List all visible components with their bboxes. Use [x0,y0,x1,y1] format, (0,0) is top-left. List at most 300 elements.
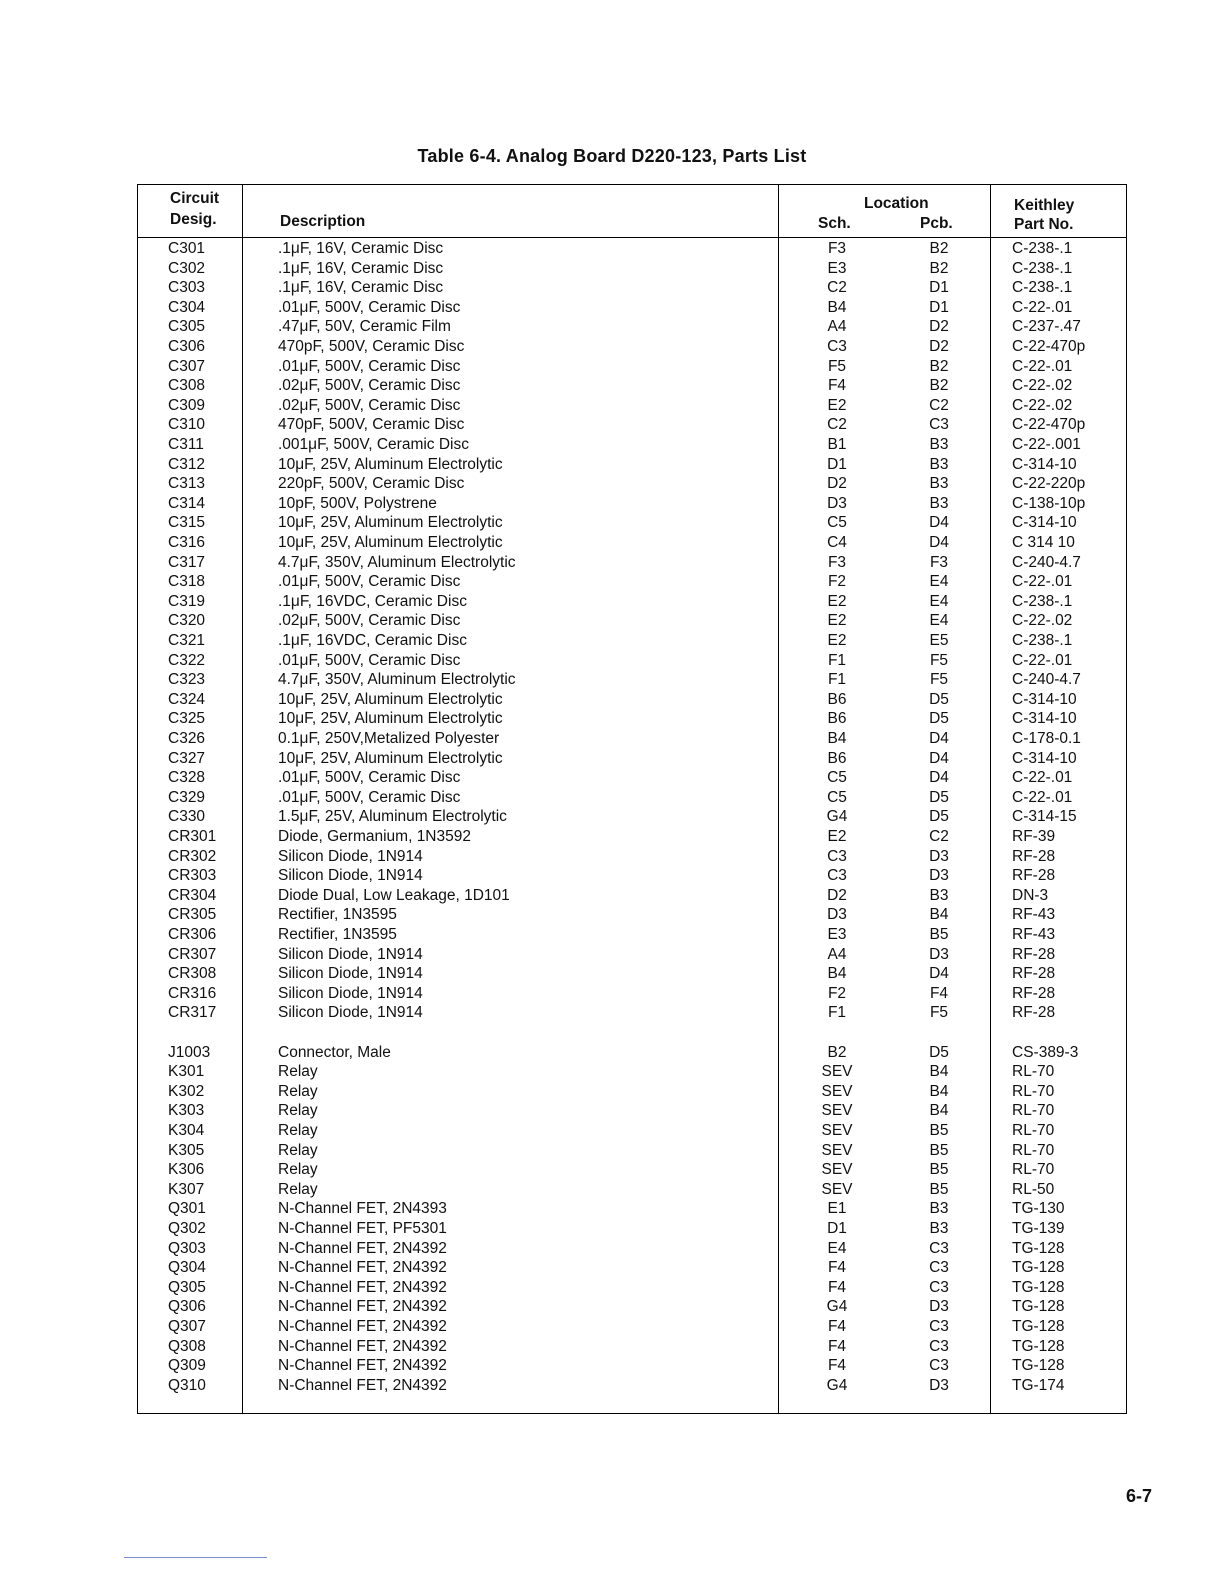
cell-part-no: C-22-.01 [1012,573,1073,591]
cell-part-no: RL-70 [1012,1082,1055,1100]
cell-part-no: TG-128 [1012,1357,1065,1375]
cell-description: Connector, Male [278,1043,391,1061]
cell-pcb: D1 [929,279,949,297]
cell-part-no: TG-130 [1012,1200,1065,1218]
cell-sch: C4 [827,534,847,551]
cell-sch: C3 [827,338,847,355]
cell-description: .1μF, 16V, Ceramic Disc [278,240,444,257]
cell-sch: B4 [827,730,847,747]
cell-description: N-Channel FET, 2N4392 [278,1337,447,1355]
cell-desig: C325 [168,710,206,728]
cell-desig: C301 [168,240,206,257]
cell-part-no: C-314-10 [1012,690,1077,708]
cell-pcb: B3 [929,886,949,904]
cell-desig: Q303 [168,1239,206,1257]
cell-desig: C315 [168,514,206,532]
cell-desig: C310 [168,416,206,434]
cell-desig: CR307 [168,945,217,963]
table-row [138,1278,1126,1298]
cell-pcb: B2 [929,259,949,277]
header-sch: Sch. [818,215,851,232]
cell-sch: SEV [821,1063,853,1081]
cell-desig: Q307 [168,1318,206,1335]
table-row [138,690,1126,710]
cell-description: 220pF, 500V, Ceramic Disc [278,475,465,493]
cell-pcb: B3 [929,455,949,473]
cell-description: N-Channel FET, 2N4392 [278,1318,447,1335]
cell-description: Rectifier, 1N3595 [278,906,397,924]
cell-description: Silicon Diode, 1N914 [278,965,423,983]
cell-description: N-Channel FET, PF5301 [278,1220,447,1237]
cell-part-no: RF-43 [1012,926,1056,943]
cell-description: Relay [278,1122,318,1139]
table-row [138,494,1126,514]
cell-part-no: C-22-.001 [1012,436,1081,453]
cell-sch: B6 [827,749,847,767]
cell-description: Silicon Diode, 1N914 [278,847,423,865]
cell-pcb: D3 [929,1376,949,1394]
table-row [138,1023,1126,1043]
cell-part-no: C-22-.02 [1012,396,1073,414]
cell-pcb: B2 [929,377,949,395]
cell-pcb: D4 [929,514,949,532]
cell-sch: C5 [827,514,847,532]
table-row [138,827,1126,847]
table-row [138,592,1126,612]
table-row [138,1376,1126,1396]
cell-desig: C314 [168,494,206,512]
cell-sch: G4 [826,808,848,826]
table-row [138,788,1126,808]
cell-pcb: B5 [929,1122,949,1139]
cell-sch: C3 [827,847,847,865]
cell-pcb: C3 [929,1357,949,1375]
table-row [138,807,1126,827]
cell-desig: K307 [168,1180,205,1198]
cell-sch: E2 [827,612,847,630]
table-row [138,1082,1126,1102]
cell-part-no: RF-39 [1012,828,1056,845]
cell-sch: F5 [827,357,847,375]
cell-description: Silicon Diode, 1N914 [278,867,423,885]
table-row [138,533,1126,553]
cell-pcb: D5 [929,808,949,826]
cell-description: 470pF, 500V, Ceramic Disc [278,338,465,355]
cell-desig: CR306 [168,926,217,943]
cell-sch: F4 [827,1337,847,1355]
cell-sch: F1 [827,651,847,669]
cell-description: .01μF, 500V, Ceramic Disc [278,788,461,806]
cell-pcb: B5 [929,1161,949,1179]
header-divider [138,237,1126,238]
cell-part-no: RL-70 [1012,1102,1055,1120]
cell-sch: SEV [821,1141,853,1159]
cell-description: 10μF, 25V, Aluminum Electrolytic [278,690,503,708]
table-row [138,1121,1126,1141]
cell-sch: C2 [827,279,847,297]
cell-part-no: C-238-.1 [1012,279,1073,297]
cell-desig: CR316 [168,984,217,1002]
cell-part-no: C-178-0.1 [1012,730,1081,747]
cell-part-no: TG-128 [1012,1239,1065,1257]
table-row [138,1337,1126,1357]
cell-description: .47μF, 50V, Ceramic Film [278,318,451,336]
cell-pcb: F5 [929,671,949,689]
cell-sch: D2 [827,886,847,904]
cell-sch: F4 [827,377,847,395]
table-row [138,709,1126,729]
table-row [138,572,1126,592]
cell-desig: C327 [168,749,206,767]
cell-description: .02μF, 500V, Ceramic Disc [278,396,461,414]
cell-part-no: C-314-10 [1012,514,1077,532]
cell-pcb: B5 [929,926,949,943]
table-title: Table 6-4. Analog Board D220-123, Parts List [417,146,807,166]
cell-pcb: B4 [929,1063,949,1081]
cell-part-no: DN-3 [1012,886,1049,904]
table-row [138,670,1126,690]
cell-desig: Q301 [168,1200,206,1218]
cell-description: N-Channel FET, 2N4392 [278,1259,447,1277]
table-row [138,729,1126,749]
cell-part-no: C-22-.01 [1012,769,1073,787]
cell-part-no: RF-28 [1012,847,1056,865]
cell-description: N-Channel FET, 2N4392 [278,1278,447,1296]
cell-part-no: C-22-470p [1012,338,1086,355]
cell-part-no: C-22-.01 [1012,357,1073,375]
cell-pcb: F3 [929,553,949,571]
cell-sch: B6 [827,690,847,708]
cell-pcb: C3 [929,1259,949,1277]
cell-description: .01μF, 500V, Ceramic Disc [278,769,461,787]
cell-desig: C320 [168,612,206,630]
cell-sch: E3 [827,926,847,943]
cell-sch: C2 [827,416,847,434]
cell-sch: A4 [827,945,847,963]
cell-sch: F4 [827,1278,847,1296]
cell-description: .01μF, 500V, Ceramic Disc [278,573,461,591]
cell-part-no: C-22-220p [1012,475,1086,493]
cell-part-no: C-240-4.7 [1012,553,1081,571]
table-row [138,317,1126,337]
table-row [138,1160,1126,1180]
cell-sch: G4 [826,1376,848,1394]
cell-desig: CR302 [168,847,217,865]
cell-sch: B6 [827,710,847,728]
cell-desig: CR308 [168,965,217,983]
cell-desig: CR317 [168,1004,217,1022]
cell-pcb: B5 [929,1180,949,1198]
cell-desig: C304 [168,298,206,316]
cell-desig: C318 [168,573,206,591]
cell-part-no: RF-28 [1012,965,1056,983]
cell-part-no: TG-174 [1012,1376,1065,1394]
cell-pcb: D2 [929,338,949,355]
header-location: Location [864,195,929,212]
cell-desig: K306 [168,1161,205,1179]
cell-pcb: C3 [929,1278,949,1296]
cell-part-no: C 314 10 [1012,534,1075,551]
cell-pcb: B2 [929,357,949,375]
cell-part-no: C-22-.02 [1012,612,1073,630]
cell-part-no: RF-28 [1012,984,1056,1002]
cell-part-no: C-22-.02 [1012,377,1073,395]
cell-pcb: F5 [929,1004,949,1022]
cell-pcb: B3 [929,1200,949,1218]
parts-table [137,184,1127,1414]
cell-description: N-Channel FET, 2N4392 [278,1376,447,1394]
cell-sch: B4 [827,298,847,316]
table-row [138,631,1126,651]
table-row [138,1062,1126,1082]
cell-desig: C330 [168,808,206,826]
cell-description: Relay [278,1161,318,1179]
table-row [138,886,1126,906]
cell-pcb: D5 [929,710,949,728]
cell-desig: C329 [168,788,206,806]
table-row [138,749,1126,769]
cell-part-no: TG-128 [1012,1278,1065,1296]
cell-sch: D1 [827,455,847,473]
cell-part-no: C-238-.1 [1012,240,1073,257]
cell-pcb: D4 [929,534,949,551]
cell-desig: Q305 [168,1278,206,1296]
cell-desig: C303 [168,279,206,297]
cell-pcb: D3 [929,1298,949,1316]
cell-part-no: C-22-.01 [1012,788,1073,806]
cell-sch: F4 [827,1318,847,1335]
cell-pcb: B4 [929,1082,949,1100]
cell-desig: C302 [168,259,206,277]
table-row [138,984,1126,1004]
cell-pcb: B3 [929,494,949,512]
cell-part-no: C-314-10 [1012,749,1077,767]
cell-desig: K302 [168,1082,205,1100]
cell-description: .02μF, 500V, Ceramic Disc [278,612,461,630]
cell-sch: F2 [827,573,847,591]
cell-pcb: D3 [929,867,949,885]
cell-sch: E2 [827,592,847,610]
cell-pcb: B4 [929,906,949,924]
cell-desig: C313 [168,475,206,493]
table-row [138,415,1126,435]
cell-description: 10μF, 25V, Aluminum Electrolytic [278,710,503,728]
cell-description: .1μF, 16VDC, Ceramic Disc [278,632,467,649]
cell-desig: C319 [168,592,206,610]
cell-sch: B2 [827,1043,847,1061]
table-row [138,964,1126,984]
cell-description: N-Channel FET, 2N4392 [278,1239,447,1257]
cell-sch: F1 [827,671,847,689]
cell-desig: C305 [168,318,206,336]
cell-description: .01μF, 500V, Ceramic Disc [278,298,461,316]
cell-desig: CR301 [168,828,217,845]
table-row [138,1356,1126,1376]
cell-description: Relay [278,1180,318,1198]
cell-description: 0.1μF, 250V,Metalized Polyester [278,730,500,747]
cell-part-no: TG-128 [1012,1259,1065,1277]
cell-desig: C308 [168,377,206,395]
cell-description: 470pF, 500V, Ceramic Disc [278,416,465,434]
cell-description: 10μF, 25V, Aluminum Electrolytic [278,534,503,551]
table-row [138,455,1126,475]
table-row [138,866,1126,886]
header-description: Description [280,213,366,230]
table-row [138,925,1126,945]
cell-desig: C323 [168,671,206,689]
cell-part-no: C-238-.1 [1012,592,1073,610]
table-row [138,1101,1126,1121]
cell-description: 1.5μF, 25V, Aluminum Electrolytic [278,808,507,826]
cell-pcb: D1 [929,298,949,316]
cell-pcb: B3 [929,475,949,493]
cell-desig: CR304 [168,886,217,904]
table-row [138,651,1126,671]
cell-description: Rectifier, 1N3595 [278,926,397,943]
cell-part-no: RL-70 [1012,1141,1055,1159]
cell-description: Relay [278,1102,318,1120]
table-row [138,945,1126,965]
cell-pcb: B4 [929,1102,949,1120]
cell-sch: SEV [821,1122,853,1139]
table-row [138,435,1126,455]
cell-description: Silicon Diode, 1N914 [278,984,423,1002]
table-row [138,396,1126,416]
cell-sch: C5 [827,769,847,787]
cell-sch: E1 [827,1200,847,1218]
header-circuit: Circuit [170,190,220,207]
cell-sch: F4 [827,1357,847,1375]
table-row [138,1003,1126,1023]
cell-description: Relay [278,1082,318,1100]
table-row [138,1258,1126,1278]
cell-part-no: TG-128 [1012,1318,1065,1335]
cell-description: N-Channel FET, 2N4393 [278,1200,447,1218]
cell-desig: Q309 [168,1357,206,1375]
table-row [138,1297,1126,1317]
table-row [138,1043,1126,1063]
cell-pcb: C3 [929,1318,949,1335]
cell-desig: CR305 [168,906,217,924]
cell-desig: K303 [168,1102,205,1120]
table-row [138,847,1126,867]
cell-part-no: C-314-15 [1012,808,1077,826]
table-row [138,298,1126,318]
cell-description: Diode Dual, Low Leakage, 1D101 [278,886,510,904]
cell-sch: D2 [827,475,847,493]
cell-desig: Q304 [168,1259,206,1277]
table-row [138,278,1126,298]
cell-part-no: RL-70 [1012,1161,1055,1179]
cell-pcb: E4 [929,612,949,630]
header-keithley: Keithley [1014,197,1075,214]
table-row [138,1219,1126,1239]
cell-description: .01μF, 500V, Ceramic Disc [278,357,461,375]
cell-part-no: RL-50 [1012,1180,1055,1198]
cell-pcb: D4 [929,769,949,787]
cell-desig: C311 [168,436,204,453]
cell-description: 10μF, 25V, Aluminum Electrolytic [278,749,503,767]
cell-part-no: C-238-.1 [1012,259,1073,277]
cell-sch: D1 [827,1220,847,1237]
cell-description: .1μF, 16V, Ceramic Disc [278,259,444,277]
cell-pcb: D3 [929,847,949,865]
cell-desig: Q302 [168,1220,206,1237]
cell-sch: A4 [827,318,847,336]
cell-pcb: D4 [929,749,949,767]
cell-pcb: D5 [929,690,949,708]
cell-desig: Q308 [168,1337,206,1355]
cell-sch: E3 [827,259,847,277]
cell-sch: B4 [827,965,847,983]
cell-desig: C306 [168,338,206,355]
cell-description: Relay [278,1063,318,1081]
cell-desig: C328 [168,769,206,787]
cell-desig: K301 [168,1063,205,1081]
cell-desig: C326 [168,730,206,747]
cell-description: Diode, Germanium, 1N3592 [278,828,471,845]
cell-part-no: RF-28 [1012,945,1056,963]
cell-description: Silicon Diode, 1N914 [278,1004,423,1022]
cell-desig: C321 [168,632,206,649]
cell-desig: C309 [168,396,206,414]
cell-part-no: RL-70 [1012,1063,1055,1081]
cell-pcb: B2 [929,240,949,257]
cell-pcb: E5 [929,632,949,649]
cell-description: 10pF, 500V, Polystrene [278,494,437,512]
cell-pcb: C3 [929,1337,949,1355]
cell-desig: Q306 [168,1298,206,1316]
cell-desig: C312 [168,455,206,473]
cell-sch: F3 [827,553,847,571]
cell-sch: E2 [827,828,847,845]
cell-pcb: C3 [929,1239,949,1257]
cell-pcb: D4 [929,965,949,983]
table-row [138,259,1126,279]
cell-sch: SEV [821,1180,853,1198]
cell-desig: C322 [168,651,206,669]
cell-pcb: E4 [929,592,949,610]
cell-part-no: C-22-.01 [1012,298,1073,316]
cell-description: N-Channel FET, 2N4392 [278,1298,447,1316]
cell-part-no: C-22-470p [1012,416,1086,434]
cell-part-no: RF-43 [1012,906,1056,924]
cell-pcb: D3 [929,945,949,963]
cell-pcb: F5 [929,651,949,669]
cell-pcb: D4 [929,730,949,747]
table-row [138,611,1126,631]
cell-part-no: RF-28 [1012,867,1056,885]
table-row [138,768,1126,788]
cell-sch: C5 [827,788,847,806]
cell-pcb: D2 [929,318,949,336]
cell-part-no: TG-139 [1012,1220,1065,1237]
cell-part-no: C-238-.1 [1012,632,1073,649]
cell-pcb: B3 [929,436,949,453]
table-row [138,376,1126,396]
cell-pcb: C2 [929,396,949,414]
cell-desig: C324 [168,690,206,708]
cell-sch: G4 [826,1298,848,1316]
cell-sch: F4 [827,1259,847,1277]
table-row [138,337,1126,357]
table-row [138,553,1126,573]
cell-pcb: E4 [929,573,949,591]
table-row [138,1317,1126,1337]
table-row [138,357,1126,377]
cell-pcb: D5 [929,1043,949,1061]
cell-description: 4.7μF, 350V, Aluminum Electrolytic [278,671,516,689]
